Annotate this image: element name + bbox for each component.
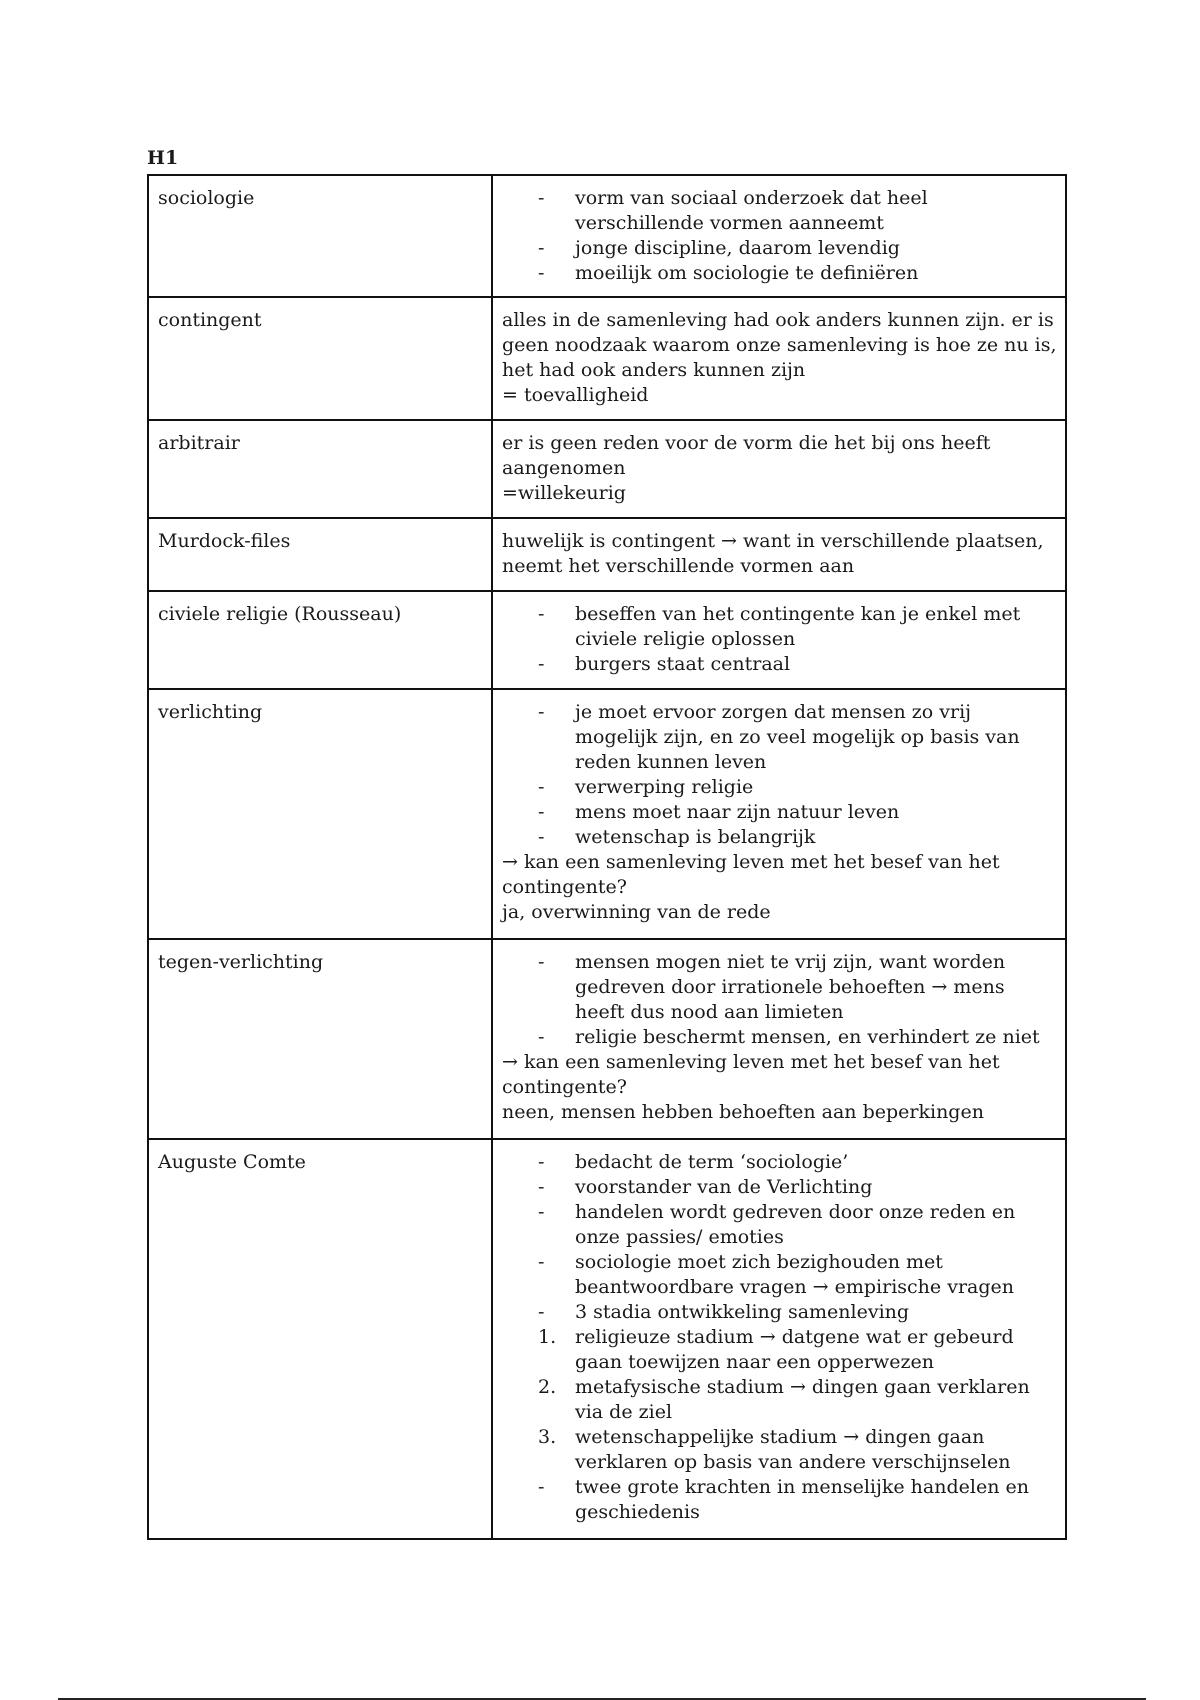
list-number: 2. — [538, 1376, 557, 1398]
list-item: - handelen wordt gedreven door onze reden en onze passies/ emoties — [502, 1200, 1057, 1250]
term-cell: civiele religie (Rousseau) — [148, 591, 492, 689]
table-row — [148, 518, 1066, 591]
definitions-table — [147, 174, 1067, 1540]
table-row — [148, 689, 1066, 939]
table-row — [148, 1139, 1066, 1539]
table-row — [148, 939, 1066, 1139]
term-cell: sociologie — [148, 175, 492, 297]
table-row — [148, 175, 1066, 297]
list-item-text: religieuze stadium → datgene wat er gebeurd gaan toewijzen naar een opperwezen — [575, 1326, 1014, 1373]
list-item: - jonge discipline, daarom levendig — [502, 236, 1057, 261]
term-cell: Murdock-files — [148, 518, 492, 591]
list-item: - wetenschap is belangrijk — [502, 825, 1057, 850]
definition-cell — [492, 420, 1066, 518]
term-cell: contingent — [148, 297, 492, 420]
list-item: - burgers staat centraal — [502, 652, 1057, 677]
list-item: - twee grote krachten in menselijke handelen en geschiedenis — [502, 1475, 1057, 1525]
table-row — [148, 420, 1066, 518]
list-item: - vorm van sociaal onderzoek dat heel verschillende vormen aanneemt — [502, 186, 1057, 236]
section-heading: H1 — [147, 147, 179, 169]
list-number: 3. — [538, 1426, 557, 1448]
definition-text: =willekeurig — [502, 482, 626, 504]
list-item: - 3 stadia ontwikkeling samenleving — [502, 1300, 1057, 1325]
term-cell: arbitrair — [148, 420, 492, 518]
list-item: - religie beschermt mensen, en verhindert ze niet — [502, 1025, 1057, 1050]
bullet-list — [502, 1150, 1057, 1325]
definition-cell — [492, 689, 1066, 939]
table-row — [148, 591, 1066, 689]
list-item — [502, 1425, 1057, 1475]
bullet-list — [502, 186, 1057, 286]
list-item: - beseffen van het contingente kan je enkel met civiele religie oplossen — [502, 602, 1057, 652]
term-cell: verlichting — [148, 689, 492, 939]
list-number: 1. — [538, 1326, 557, 1348]
definition-cell — [492, 297, 1066, 420]
bullet-list — [502, 1475, 1057, 1525]
list-item: - je moet ervoor zorgen dat mensen zo vrij mogelijk zijn, en zo veel mogelijk op basis van reden kunnen leven — [502, 700, 1057, 775]
list-item: - mensen mogen niet te vrij zijn, want worden gedreven door irrationele behoeften → mens heeft dus nood aan limieten — [502, 950, 1057, 1025]
definition-text: huwelijk is contingent → want in verschillende plaatsen, neemt het verschillende vormen aan — [502, 530, 1044, 577]
term-cell: tegen-verlichting — [148, 939, 492, 1139]
definition-cell — [492, 175, 1066, 297]
list-item: - moeilijk om sociologie te definiëren — [502, 261, 1057, 286]
list-item: - sociologie moet zich bezighouden met beantwoordbare vragen → empirische vragen — [502, 1250, 1057, 1300]
list-item: - mens moet naar zijn natuur leven — [502, 800, 1057, 825]
term-cell: Auguste Comte — [148, 1139, 492, 1539]
document-page — [147, 146, 1057, 1540]
numbered-list — [502, 1325, 1057, 1475]
answer-text: neen, mensen hebben behoeften aan beperkingen — [502, 1101, 984, 1123]
bullet-list — [502, 700, 1057, 850]
list-item: - verwerping religie — [502, 775, 1057, 800]
bullet-list — [502, 950, 1057, 1050]
bullet-list — [502, 602, 1057, 677]
definition-text: alles in de samenleving had ook anders kunnen zijn. er is geen noodzaak waarom onze samenleving is hoe ze nu is, het had ook anders kunnen zijn — [502, 309, 1057, 381]
answer-text: ja, overwinning van de rede — [502, 901, 771, 923]
list-item: - voorstander van de Verlichting — [502, 1175, 1057, 1200]
list-item — [502, 1375, 1057, 1425]
definition-cell — [492, 1139, 1066, 1539]
table-row — [148, 297, 1066, 420]
definition-cell — [492, 518, 1066, 591]
definition-text: er is geen reden voor de vorm die het bij ons heeft aangenomen — [502, 432, 991, 479]
question-text: → kan een samenleving leven met het besef van het contingente? — [502, 1051, 1000, 1098]
list-item — [502, 1325, 1057, 1375]
question-text: → kan een samenleving leven met het besef van het contingente? — [502, 851, 1000, 898]
list-item: - bedacht de term ‘sociologie’ — [502, 1150, 1057, 1175]
definition-cell — [492, 591, 1066, 689]
list-item-text: metafysische stadium → dingen gaan verklaren via de ziel — [575, 1376, 1030, 1423]
definition-text: = toevalligheid — [502, 384, 649, 406]
list-item-text: wetenschappelijke stadium → dingen gaan verklaren op basis van andere verschijnselen — [575, 1426, 1011, 1473]
definition-cell — [492, 939, 1066, 1139]
